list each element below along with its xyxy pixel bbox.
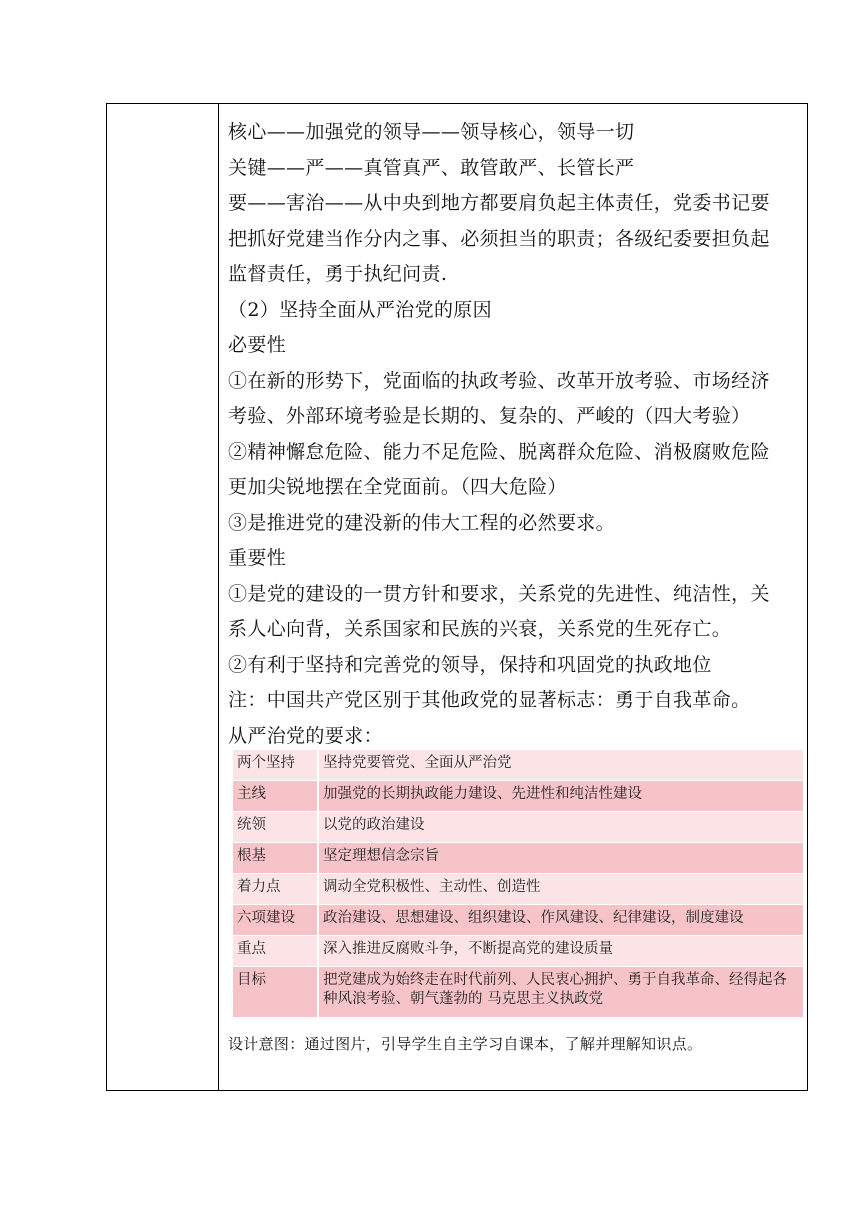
requirement-value: 政治建设、思想建设、组织建设、作风建设、纪律建设，制度建设: [318, 905, 803, 936]
section-heading-reasons: （2）坚持全面从严治党的原因: [228, 298, 492, 321]
requirement-key: 目标: [233, 967, 318, 1018]
requirement-value: 把党建成为始终走在时代前列、人民衷心拥护、勇于自我革命、经得起各种风浪考验、朝气蓬勃的 马克思主义执政党: [318, 967, 803, 1018]
requirement-key: 重点: [233, 936, 318, 967]
text-line-essential-2: 把抓好党建当作分内之事、必须担当的职责；各级纪委要担负起: [228, 227, 770, 250]
table-row: [233, 905, 803, 936]
text-line-note: 注：中国共产党区别于其他政党的显著标志：勇于自我革命。: [228, 689, 751, 711]
table-row: [233, 812, 803, 843]
text-line-requirements-heading: 从严治党的要求：: [228, 724, 383, 747]
requirement-value: 深入推进反腐败斗争，不断提高党的建设质量: [318, 936, 803, 967]
requirement-key: 根基: [233, 843, 318, 874]
text-line-necessity-1b: 考验、外部环境考验是长期的、复杂的、严峻的（四大考验）: [228, 405, 751, 427]
design-intent-note: 设计意图：通过图片，引导学生自主学习自课本，了解并理解知识点。: [228, 1035, 703, 1053]
subheading-necessity: 必要性: [228, 334, 287, 356]
table-row: [233, 750, 803, 781]
text-line-necessity-3: ③是推进党的建没新的伟大工程的必然要求。: [228, 511, 616, 534]
subheading-importance: 重要性: [228, 547, 287, 569]
text-line-core: 核心——加强党的领导——领导核心，领导一切: [228, 121, 635, 143]
text-line-necessity-2b: 更加尖锐地摆在全党面前。（四大危险）: [228, 476, 567, 498]
requirement-value: 以党的政治建设: [318, 812, 803, 843]
requirement-value: 加强党的长期执政能力建设、先进性和纯洁性建设: [318, 781, 803, 812]
text-line-key: 关键——严——真管真严、敢管敢严、长管长严: [228, 156, 635, 179]
requirement-key: 着力点: [233, 874, 318, 905]
text-line-necessity-2: ②精神懈怠危险、能力不足危险、脱离群众危险、消极腐败危险: [228, 440, 770, 463]
table-row: [233, 781, 803, 812]
text-line-importance-1b: 系人心向背，关系国家和民族的兴衰，关系党的生死存亡。: [228, 618, 732, 640]
text-line-essential: 要——害治——从中央到地方都要肩负起主体责任，党委书记要: [228, 192, 770, 214]
requirement-value: 坚持党要管党、全面从严治党: [318, 750, 803, 781]
content-cell: [219, 104, 808, 1091]
requirement-value: 调动全党积极性、主动性、创造性: [318, 874, 803, 905]
requirement-key: 主线: [233, 781, 318, 812]
text-line-necessity-1: ①在新的形势下，党面临的执政考验、改革开放考验、市场经济: [228, 369, 770, 392]
lesson-table: [106, 103, 808, 1091]
table-row: [233, 843, 803, 874]
text-line-importance-2: ②有利于坚持和完善党的领导，保持和巩固党的执政地位: [228, 653, 712, 676]
content-body: [219, 104, 807, 1054]
text-line-essential-3: 监督责任，勇于执纪问责.: [228, 263, 448, 285]
requirement-value: 坚定理想信念宗旨: [318, 843, 803, 874]
requirements-table: [233, 750, 803, 1018]
requirement-key: 两个坚持: [233, 750, 318, 781]
requirement-key: 统领: [233, 812, 318, 843]
table-row: [233, 936, 803, 967]
table-row: [233, 874, 803, 905]
left-column-cell: [107, 104, 219, 1091]
text-line-importance-1: ①是党的建设的一贯方针和要求，关系党的先进性、纯洁性，关: [228, 582, 770, 605]
requirement-key: 六项建设: [233, 905, 318, 936]
table-row: [233, 967, 803, 1018]
